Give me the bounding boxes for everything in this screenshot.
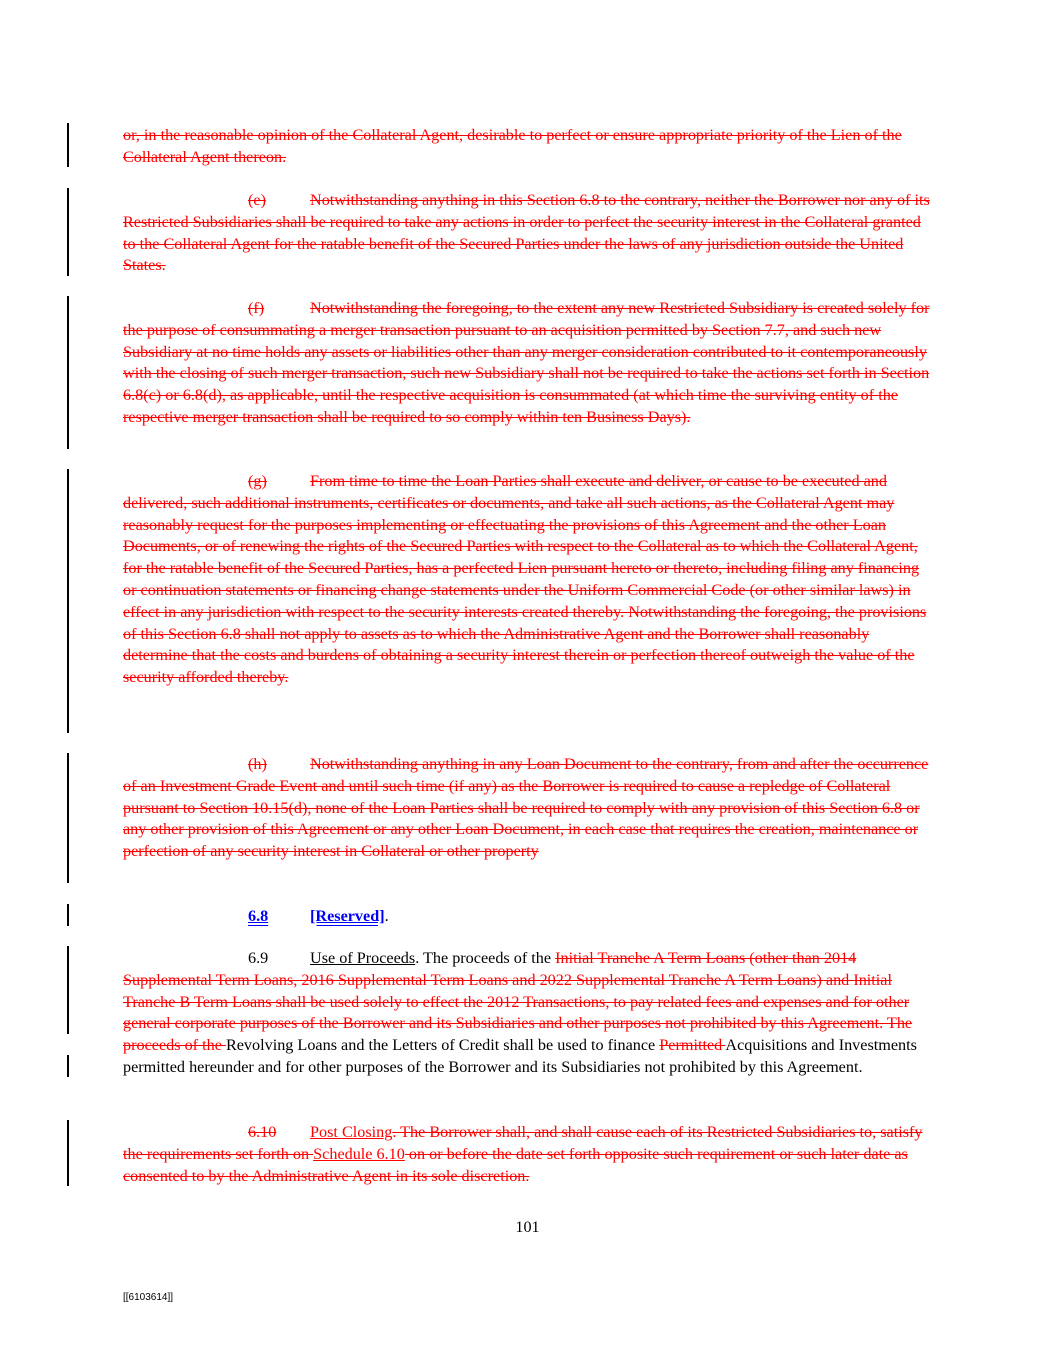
paragraph-6-8-e [123, 190, 935, 277]
deleted-text: on or before the date set forth opposite such requirement or such later date as consented to by the Administrative Agent in its sole discretion. [123, 1144, 908, 1185]
change-bar [67, 1120, 69, 1186]
deleted-text: From time to time the Loan Parties shall execute and deliver, or cause to be executed and delivered, such additional instruments, certificates or documents, and take all such actions, as the Collateral Agent may reasonably request for the purposes implementing or effectuating the provisions of this Agreement and the other Loan Documents, or of renewing the rights of the Secured Parties with respect to the Collateral as to which the Collateral Agent, for the ratable benefit of the Secured Parties, has a perfected Lien pursuant hereto or thereto, including filing any financing or continuation statements or financing change statements under the Uniform Commercial Code (or other similar laws) in effect in any jurisdiction with respect to the security interests created thereby. Notwithstanding the foregoing, the provisions of this Section 6.8 shall not apply to assets as to which the Administrative Agent and the Borrower shall reasonably determine that the costs and burdens of obtaining a security interest therein or perfection thereof outweigh the value of the security afforded thereby. [123, 472, 927, 687]
change-bar [67, 296, 69, 449]
section-number: 6.9 [248, 949, 269, 967]
change-bar [67, 469, 69, 733]
paragraph-number: (f) [248, 299, 265, 317]
section-6-10-post-closing [123, 1122, 935, 1187]
schedule-reference: Schedule 6.10 [313, 1144, 405, 1163]
paragraph-number: (h) [248, 755, 267, 773]
section-period: . [384, 907, 389, 925]
deleted-text: Notwithstanding anything in this Section 6.8 to the contrary, neither the Borrower nor any of its Restricted Subsidiaries shall be required to take any actions in order to perfect the security interest in the Collateral granted to the Collateral Agent for the ratable benefit of the Secured Parties under the laws of any jurisdiction outside the United States. [123, 191, 930, 275]
section-text: . The proceeds of the [415, 949, 556, 967]
change-bar [67, 123, 69, 167]
paragraph-6-8-h [123, 754, 935, 863]
section-number: 6.8 [248, 907, 269, 925]
section-title: [Reserved] [310, 907, 385, 925]
document-id: [[6103614]] [123, 1292, 174, 1303]
change-bar [67, 753, 69, 883]
page-number: 101 [515, 1218, 540, 1236]
paragraph-6-8-f [123, 298, 935, 429]
change-bar [67, 904, 69, 926]
section-heading: Post Closing [310, 1123, 393, 1141]
paragraph-number: (e) [248, 191, 266, 209]
section-6-8-reserved [123, 906, 935, 928]
paragraph-number: (g) [248, 472, 267, 490]
deleted-text: Notwithstanding anything in any Loan Document to the contrary, from and after the occurrence of an Investment Grade Event and until such time (if any) as the Borrower is required to cause a repledge of Collateral pursuant to Section 10.15(d), none of the Loan Parties shall be required to comply with any provision of this Section 6.8 or any other provision of this Agreement or any other Loan Document, in each case that requires the creation, maintenance or perfection of any security interest in Collateral or other property [123, 755, 929, 861]
paragraph-continuation [123, 125, 935, 169]
deleted-text: Notwithstanding the foregoing, to the extent any new Restricted Subsidiary is created solely for the purpose of consummating a merger transaction pursuant to an acquisition permitted by Section 7.7, and such new Subsidiary at no time holds any assets or liabilities other than any merger consideration contributed to it contemporaneously with the closing of such merger transaction, such new Subsidiary shall not be required to take the actions set forth in Section 6.8(c) or 6.8(d), as applicable, until the respective acquisition is consummated (at which time the surviving entity of the respective merger transaction shall be required to so comply within ten Business Days). [123, 299, 930, 426]
deleted-text: or, in the reasonable opinion of the Collateral Agent, desirable to perfect or ensure appropriate priority of the Lien of the Collateral Agent thereon. [123, 126, 902, 166]
section-6-9-use-of-proceeds [123, 948, 935, 1079]
change-bar [67, 1055, 69, 1077]
section-text: Revolving Loans and the Letters of Credit shall be used to finance [225, 1036, 660, 1055]
change-bar [67, 188, 69, 276]
change-bar [67, 946, 69, 1034]
section-text: Acquisitions and Investments permitted hereunder and for other purposes of the Borrower and its Subsidiaries not prohibited by this Agreement. [123, 1036, 917, 1076]
deleted-text: Initial Tranche A Term Loans (other than 2014 Supplemental Term Loans, 2016 Supplemental Term Loans and 2022 Supplemental Tranche A Term Loans) and Initial Tranche B Term Loans shall be used solely to effect the 2012 Transactions, to pay related fees and expenses and for other general corporate purposes of the Borrower and its Subsidiaries and other purposes not prohibited by this Agreement. The proceeds of the [123, 949, 913, 1055]
deleted-text: . The Borrower shall, and shall cause each of its Restricted Subsidiaries to, satisfy the requirements set forth on [123, 1123, 923, 1163]
section-number: 6.10 [248, 1123, 277, 1141]
section-heading: Use of Proceeds [310, 949, 416, 967]
deleted-text: Permitted [659, 1036, 726, 1055]
paragraph-6-8-g [123, 471, 935, 689]
